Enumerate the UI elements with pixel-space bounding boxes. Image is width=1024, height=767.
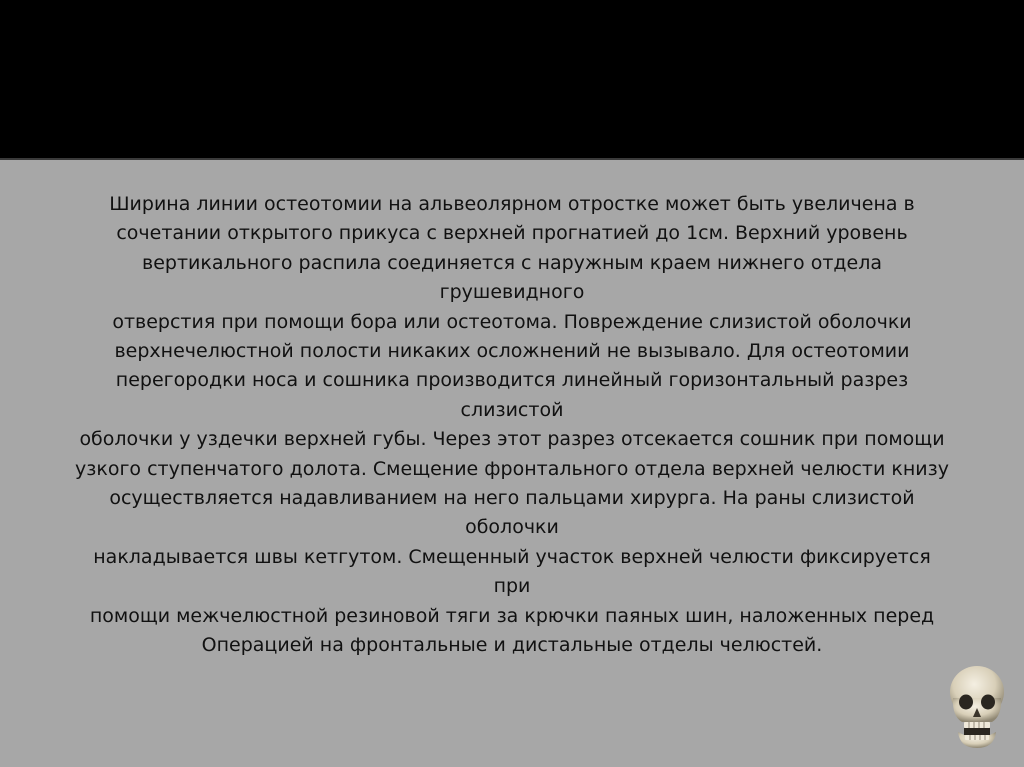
text-line: вертикального распила соединяется с наружным краем нижнего отдела (142, 251, 882, 274)
skull-icon (944, 664, 1010, 750)
text-line: перегородки носа и сошника производится линейный горизонтальный разрез (115, 369, 909, 392)
text-line: сочетании открытого прикуса с верхней прогнатией до 1см. Верхний уровень (116, 222, 908, 245)
text-line: помощи межчелюстной резиновой тяги за крючки паяных шин, наложенных перед (89, 604, 935, 627)
text-line: осуществляется надавливанием на него пальцами хирурга. На раны слизистой (109, 487, 915, 510)
text-line: накладывается швы кетгутом. Смещенный участок верхней челюсти фиксируется (93, 545, 931, 568)
text-line: при (493, 575, 531, 598)
text-line: оболочки (465, 516, 559, 539)
header-band (0, 0, 1024, 158)
text-line: узкого ступенчатого долота. Смещение фронтального отдела верхней челюсти книзу (75, 457, 949, 480)
text-line: оболочки у уздечки верхней губы. Через этот разрез отсекается сошник при помощи (79, 428, 945, 451)
text-line: верхнечелюстной полости никаких осложнений не вызывало. Для остеотомии (114, 340, 910, 363)
text-line: Ширина линии остеотомии на альвеолярном отростке может быть увеличена в (109, 193, 915, 215)
text-line: отверстия при помощи бора или остеотома. Повреждение слизистой оболочки (112, 310, 912, 333)
body-text (18, 190, 1006, 661)
text-line: слизистой (460, 398, 564, 421)
text-line: грушевидного (439, 281, 585, 304)
text-line: Операцией на фронтальные и дистальные отделы челюстей. (201, 634, 823, 657)
